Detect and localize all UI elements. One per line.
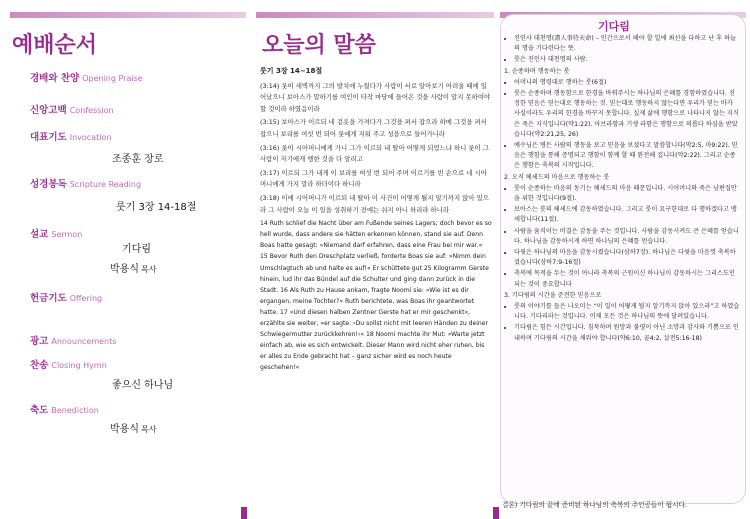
todays-word-column bbox=[250, 0, 498, 519]
verse: (3:15) 보아스가 이르되 네 겉옷을 가져다가 그것을 펴서 잡으라 하매 그것을 펴서 잡으니 보리를 여섯 번 되어 룻에게 지워 주고 성읍으로 들어가니라 bbox=[260, 118, 487, 138]
order-item-kr: 광고 bbox=[30, 336, 49, 347]
order-item-kr: 경배와 찬양 bbox=[30, 73, 80, 84]
order-item-kr: 성경봉독 bbox=[30, 179, 67, 190]
order-item-praise bbox=[30, 70, 245, 84]
invocation-leader: 조종훈 장로 bbox=[112, 154, 164, 165]
order-item-kr: 대표기도 bbox=[30, 132, 67, 143]
order-item-kr: 축도 bbox=[30, 405, 49, 416]
minister-name: 박용식 bbox=[110, 424, 139, 435]
section-list bbox=[504, 78, 740, 172]
list-item: • 예수님은 병든 사람의 행동을 보고 믿음을 보셨다고 말씀합니다(막2:5, 마9:22). 믿음은 행함을 통해 증명되고 행함이 함께 할 때 완전해 집니다(약2:22). 그리고 순종은 행함은 축복의 시작입니다. bbox=[514, 141, 740, 172]
benediction-minister bbox=[110, 420, 156, 435]
section-heading: 1. 순종하며 행동하는 룻 bbox=[504, 67, 570, 75]
order-item-confession bbox=[30, 102, 245, 116]
section-heading: 3. 기다림의 시간을 준전한 믿음으로 bbox=[504, 291, 602, 299]
order-item-en: Confession bbox=[69, 106, 114, 115]
list-item: • 룻이 순종하는 마음의 동기는 헤세드의 마음 때문입니다. 시어머니와 죽은 남편집안을 위한 것입니다(9절). bbox=[514, 184, 740, 204]
order-item-scripture bbox=[30, 176, 245, 190]
order-item-en: Opening Praise bbox=[82, 74, 143, 83]
order-item-en: Benediction bbox=[51, 406, 99, 415]
order-item-en: Announcements bbox=[51, 337, 117, 346]
order-item-announcements bbox=[30, 333, 245, 347]
order-item-benediction bbox=[30, 402, 245, 416]
verse: (3:16) 룻이 시어머니에게 가니 그가 이르되 내 딸아 어떻게 되었느냐 하니 룻이 그 사람이 자기에게 행한 것을 다 알리고 bbox=[260, 143, 489, 164]
list-item: • 사람을 움직이는 비결은 감동을 주는 것입니다. 사람을 감동시켜도 큰 은혜를 얻습니다. 하나님을 감동하시게 하면 하나님의 은혜를 얻습니다. bbox=[514, 227, 740, 247]
list-item: • 룻은 순종하며 행동함으로 한경을 바꿔주시는 하나님의 은혜를 경험하였습니다. 진정한 믿음은 믿는대로 행동하는 것. 믿는대로 행동하지 않는다면 우리가 믿는 바가 사실이라도 우리의 한경을 바꾸지 못합니다. 실제 삶에 행함으로 나타나지 않는 지식은 죽은 지식입니다(약1:22). 아브라함과 기생 라함은 행함으로 의롭다 하심을 받았습니다(약2:21,25, 26) bbox=[514, 89, 740, 140]
sermon-preacher bbox=[110, 260, 156, 275]
list-item: • 다윗은 하나님의 마음을 감동시켰습니다(삼하7장). 하나님은 다윗을 마음껏 축복하셨습니다(삼하7:9-16절) bbox=[514, 248, 740, 268]
verse: (3:17) 이르되 그가 내게 이 보리를 여섯 번 되어 주며 이르기를 빈 손으로 네 시어머니에게 가지 말라 하더이다 하니라 bbox=[260, 168, 487, 189]
order-item-en: Scripture Reading bbox=[69, 180, 142, 189]
order-item-kr: 신앙고백 bbox=[30, 105, 67, 116]
intro-list bbox=[504, 34, 740, 66]
section-list bbox=[504, 302, 740, 344]
minister-title: 목사 bbox=[140, 425, 157, 434]
order-item-en: Invocation bbox=[69, 133, 112, 142]
sermon-title: 기다림 bbox=[122, 244, 151, 255]
preacher-title: 목사 bbox=[140, 265, 157, 274]
preacher-name: 박용식 bbox=[110, 264, 139, 275]
list-item: • 진인사 대천명(盡人事待天命) – 인간으로서 해야 할 일에 최선을 다하고 난 후 하늘의 명을 기다린다는 뜻. bbox=[514, 34, 740, 54]
order-item-hymn bbox=[30, 357, 245, 371]
scripture-reference: 룻기 3장 14-18절 bbox=[116, 202, 197, 213]
section-heading: 2. 오직 헤세드의 마음으로 행동하는 룻 bbox=[504, 173, 610, 181]
sermon-notes bbox=[504, 34, 740, 345]
section-list bbox=[504, 184, 740, 290]
list-item: • 어머니의 명령대로 행하는 룻(6절) bbox=[514, 78, 740, 88]
order-item-kr: 설교 bbox=[30, 229, 49, 240]
sermon-conclusion: 결론) 기다림의 끝에 준비된 하나님의 축복의 주인공들이 됩시다. bbox=[502, 501, 687, 509]
list-item: • 룻은 진인사 대천명의 사람. bbox=[514, 55, 740, 65]
list-item: • 룻의 이야기를 들은 나오미는 “이 일이 어떻게 될지 알기까지 앉아 있으라”고 하였습니다. 기다리라는 것입니다. 이제 모든 것은 하나님의 뜻에 달려있습니다. bbox=[514, 302, 740, 322]
todays-word-title: 오늘의 말씀 bbox=[262, 33, 376, 58]
scripture-text bbox=[260, 66, 492, 375]
sermon-notes-title: 기다림 bbox=[598, 20, 630, 33]
hymn-title: 좋으신 하나님 bbox=[112, 380, 174, 391]
order-item-en: Sermon bbox=[51, 230, 83, 239]
worship-order-column bbox=[0, 0, 247, 519]
worship-order-title: 예배순서 bbox=[12, 33, 98, 58]
verse: (3:18) 이에 시어머니가 이르되 내 딸아 이 사건이 어떻게 될지 알기까지 앉아 있으라 그 사람이 오늘 이 일을 성취하기 전에는 쉬지 아니 하리라 하니라 bbox=[260, 193, 489, 214]
order-item-sermon bbox=[30, 226, 245, 240]
scripture-ref: 룻기 3장 14~18절 bbox=[260, 67, 323, 75]
list-item: • 기다림은 힘든 시간입니다. 침묵하며 원망과 불평이 아닌 소망과 감사와 기쁨으로 인내하며 기다림의 시간을 채워야 합니다(약6:10, 골4:2, 살전5:16-18) bbox=[514, 323, 740, 343]
sermon-notes-column bbox=[498, 0, 750, 519]
list-item: • 보아스는 룻의 헤세드에 감동하였습니다. 그리고 룻이 요구한대로 다 행하겠다고 맹세합니다(11절). bbox=[514, 205, 740, 225]
verse: (3:14) 룻이 새벽까지 그의 발치에 누웠다가 사람이 서로 알아보기 어려울 때에 일어났으니 보아스가 말하기를 여인이 타작 마당에 들어온 것을 사람이 알지 못하여야 할 것이라 하였음이라 bbox=[260, 81, 491, 113]
order-item-kr: 찬송 bbox=[30, 360, 49, 371]
order-item-kr: 헌금기도 bbox=[30, 293, 67, 304]
order-item-en: Offering bbox=[69, 294, 103, 303]
list-item: • 축복에 목적을 두는 것이 아니라 축복의 근원이신 하나님이 감동하시는 그리스도인되는 것이 중요합니다 bbox=[514, 269, 740, 289]
german-translation: 14 Ruth schlief die Nacht über am Fußende seines Lagers; doch bevor es so hell wurde, dass andere sie hätten erkennen können, stand sie auf. Denn Boas hatte gesagt: »Niemand darf erfahren, dass eine Frau bei mir war.« 15 Bevor Ruth den Dreschplatz verließ, forderte Boas sie auf: »Nimm dein Umschlagtuch ab und halte es auf!« Er schüttete gut 25 Kilogramm Gerste hinein, lud ihr das Bündel auf die Schulter und ging dann zurück in die Stadt. 16 Als Ruth zu Hause ankam, fragte Noomi sie: »Wie ist es dir ergangen, meine Tochter?« Ruth berichtete, was Boas ihr geantwortet hatte. 17 »Und diesen halben Zentner Gerste hat er mir geschenkt«, erzählte sie weiter, »er sagte: ›Du sollst nicht mit leeren Händen zu deiner Schwiegermutter zurückkehren!‹« 18 Noomi machte ihr Mut: »Warte jetzt einfach ab, wie es sich entwickelt. Dieser Mann wird nicht eher ruhen, bis er alles zu Ende gebracht hat – ganz sicher wird es noch heute geschehen!« bbox=[260, 220, 492, 372]
order-item-en: Closing Hymn bbox=[51, 361, 107, 370]
order-item-offering bbox=[30, 290, 245, 304]
order-item-invocation bbox=[30, 129, 245, 143]
